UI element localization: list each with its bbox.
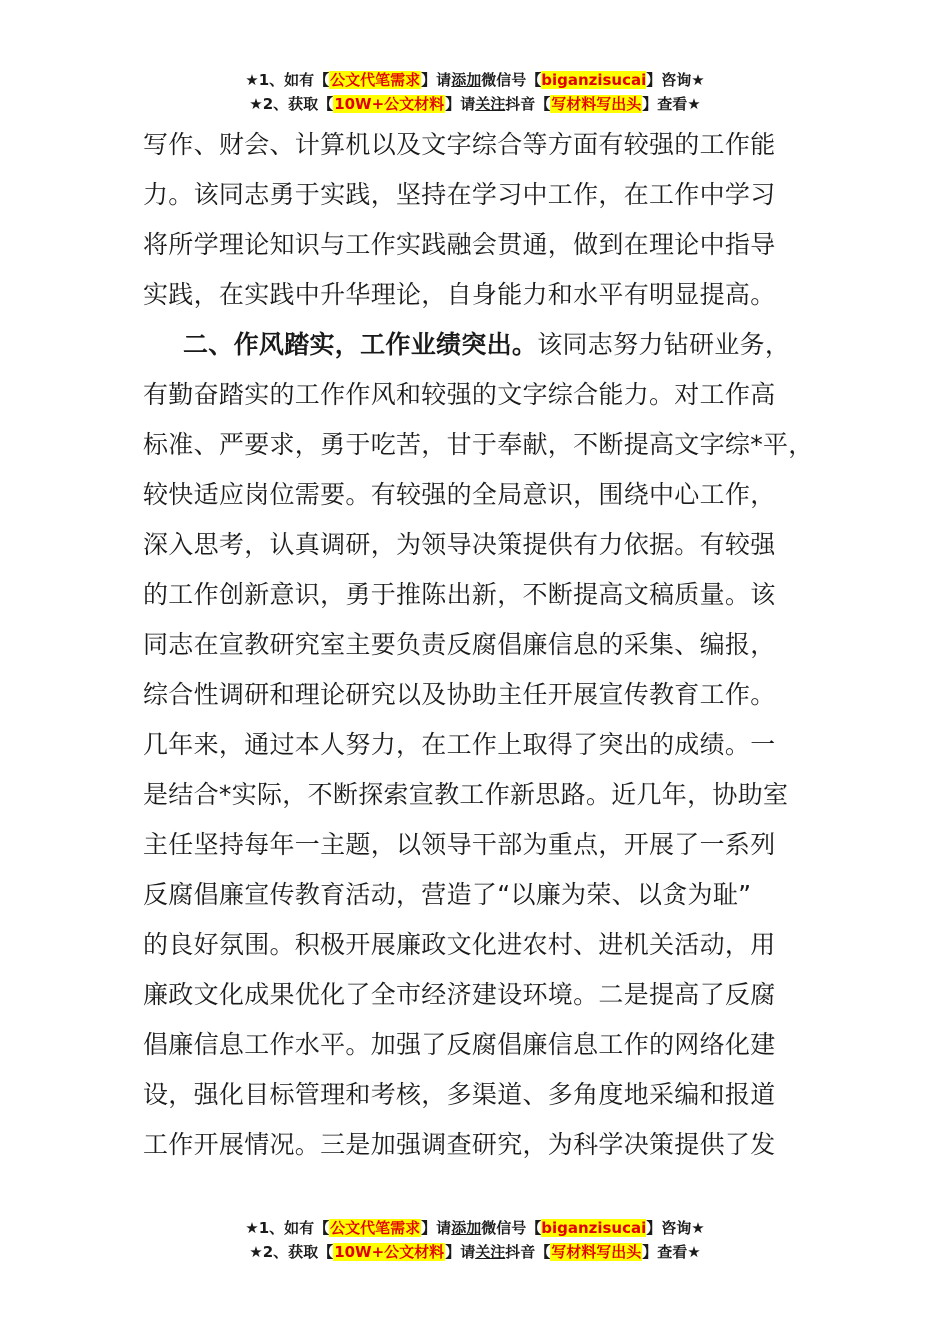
wechat-id-highlight: biganzisucai: [541, 71, 647, 89]
body-line: 反腐倡廉宣传教育活动，营造了“以廉为荣、以贪为耻”: [143, 880, 752, 909]
banner-text: 】咨询★: [646, 1219, 705, 1237]
body-line: 的工作创新意识，勇于推陈出新，不断提高文稿质量。该: [143, 580, 776, 609]
header-banner: [0, 68, 950, 116]
banner-highlight: 10W+公文材料: [334, 1243, 445, 1261]
banner-text: 】请: [421, 1219, 452, 1237]
banner-text: 】咨询★: [646, 71, 705, 89]
section-heading-line: [143, 320, 833, 370]
banner-text: ★2、获取【: [249, 1243, 334, 1261]
banner-highlight: 10W+公文材料: [334, 95, 445, 113]
banner-text: 】查看★: [642, 95, 701, 113]
banner-underline: 关注: [475, 1243, 506, 1261]
wechat-id-highlight: biganzisucai: [541, 1219, 647, 1237]
banner-highlight: 公文代笔需求: [330, 1219, 421, 1237]
banner-text: ★1、如有【: [245, 1219, 330, 1237]
banner-text: 微信号【: [481, 71, 542, 89]
footer-banner: [0, 1216, 950, 1264]
banner-text: 】查看★: [642, 1243, 701, 1261]
banner-text: 】请: [421, 71, 452, 89]
douyin-highlight: 写材料写出头: [551, 1243, 642, 1261]
body-line: 工作开展情况。三是加强调查研究，为科学决策提供了发: [143, 1130, 776, 1159]
banner-underline: 添加: [451, 71, 482, 89]
banner-underline: 添加: [451, 1219, 482, 1237]
body-line: 写作、财会、计算机以及文字综合等方面有较强的工作能: [143, 130, 776, 159]
body-line: 几年来，通过本人努力，在工作上取得了突出的成绩。一: [143, 730, 776, 759]
body-line: 是结合*实际，不断探索宣教工作新思路。近几年，协助室: [143, 780, 789, 809]
body-line: 较快适应岗位需要。有较强的全局意识，围绕中心工作，: [143, 480, 776, 509]
banner-line-1: [0, 68, 950, 92]
body-line: 标准、严要求，勇于吃苦，甘于奉献，不断提高文字综*平，: [143, 430, 814, 459]
banner-line-1: [0, 1216, 950, 1240]
body-line: 有勤奋踏实的工作作风和较强的文字综合能力。对工作高: [143, 380, 776, 409]
banner-text: ★2、获取【: [249, 95, 334, 113]
banner-text: ★1、如有【: [245, 71, 330, 89]
douyin-highlight: 写材料写出头: [551, 95, 642, 113]
body-line: 综合性调研和理论研究以及协助主任开展宣传教育工作。: [143, 680, 776, 709]
body-line: 设，强化目标管理和考核，多渠道、多角度地采编和报道: [143, 1080, 776, 1109]
document-body: [143, 120, 833, 1170]
body-text: 该同志努力钻研业务，: [537, 330, 791, 359]
section-heading: 二、作风踏实，工作业绩突出。: [183, 330, 538, 359]
body-line: 主任坚持每年一主题，以领导干部为重点，开展了一系列: [143, 830, 776, 859]
body-line: 倡廉信息工作水平。加强了反腐倡廉信息工作的网络化建: [143, 1030, 776, 1059]
banner-text: 抖音【: [505, 1243, 551, 1261]
body-line: 深入思考，认真调研，为领导决策提供有力依据。有较强: [143, 530, 776, 559]
banner-text: 】请: [445, 95, 476, 113]
banner-text: 抖音【: [505, 95, 551, 113]
banner-text: 微信号【: [481, 1219, 542, 1237]
body-line: 将所学理论知识与工作实践融会贯通，做到在理论中指导: [143, 230, 776, 259]
body-line: 力。该同志勇于实践，坚持在学习中工作，在工作中学习: [143, 180, 776, 209]
banner-line-2: [0, 1240, 950, 1264]
body-line: 的良好氛围。积极开展廉政文化进农村、进机关活动，用: [143, 930, 776, 959]
banner-highlight: 公文代笔需求: [330, 71, 421, 89]
body-line: 同志在宣教研究室主要负责反腐倡廉信息的采集、编报，: [143, 630, 776, 659]
banner-line-2: [0, 92, 950, 116]
body-line: 廉政文化成果优化了全市经济建设环境。二是提高了反腐: [143, 980, 776, 1009]
banner-underline: 关注: [475, 95, 506, 113]
banner-text: 】请: [445, 1243, 476, 1261]
body-line: 实践，在实践中升华理论，自身能力和水平有明显提高。: [143, 280, 776, 309]
